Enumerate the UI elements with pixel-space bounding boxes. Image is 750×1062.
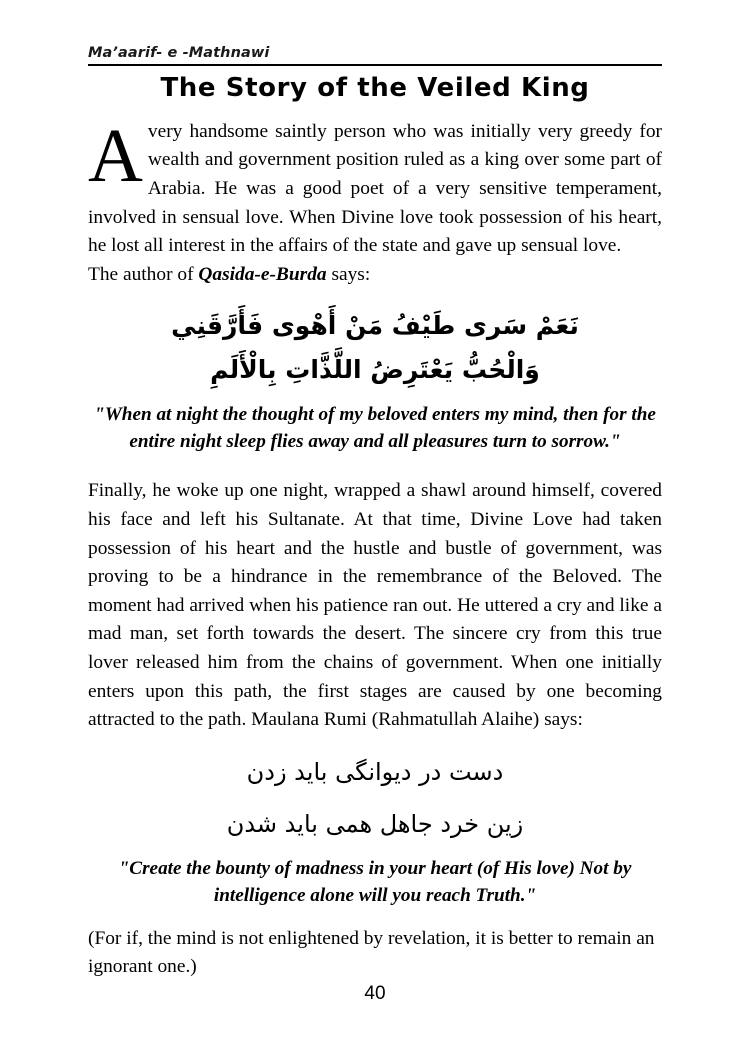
- arabic-verse-line-1: نَعَمْ سَرى طَيْفُ مَنْ أَهْوى فَأَرَّقَنِي: [171, 311, 579, 341]
- attribution-prefix: The author of: [88, 263, 199, 285]
- persian-verse-line-1: دست در دیوانگی باید زدن: [246, 757, 504, 786]
- running-header-title: Ma’aarif- e -Mathnawi: [88, 45, 270, 61]
- page-number: 40: [364, 983, 386, 1004]
- work-title-qasida: Qasida-e-Burda: [198, 263, 327, 285]
- translation-qasida: "When at night the thought of my beloved enters my mind, then for the entire night sleep flies away and all pleasures turn to sorrow.": [94, 404, 656, 453]
- closing-paragraph: (For if, the mind is not enlightened by revelation, it is better to remain an ignorant one.): [88, 927, 655, 978]
- running-header: [88, 44, 662, 68]
- arabic-verse-line-2: وَالْحُبُّ يَعْتَرِضُ اللَّذَّاتِ بِالْأَلَمِ: [210, 355, 540, 385]
- header-divider-rule: [88, 64, 662, 66]
- main-paragraph: Finally, he woke up one night, wrapped a shawl around himself, covered his face and left his Sultanate. At that time, Divine Love had taken possession of his heart and the hustle and bustle of government, was proving to be a hindrance in the remembrance of the Beloved. The moment had arrived when his patience ran out. He uttered a cry and like a mad man, set forth towards the desert. The sincere cry from this true lover released him from the chains of government. When one initially enters upon this path, the first stages are caused by one becoming attracted to the path. Maulana Rumi (Rahmatullah Alaihe) says:: [88, 480, 662, 731]
- attribution-line-qasida: [88, 261, 662, 290]
- persian-verse-line-2: زین خرد جاهل همی باید شدن: [226, 809, 524, 838]
- translation-rumi: "Create the bounty of madness in your heart (of His love) Not by intelligence alone will you reach Truth.": [118, 857, 632, 906]
- opening-paragraph: Avery handsome saintly person who was initially very greedy for wealth and government position ruled as a king over some part of Arabia. He was a good poet of a very sensitive temperament, involved in sensual love. When Divine love took possession of his heart, he lost all interest in the affairs of the state and gave up sensual love.: [88, 113, 662, 257]
- attribution-suffix: says:: [326, 263, 371, 285]
- chapter-title: The Story of the Veiled King: [160, 73, 590, 103]
